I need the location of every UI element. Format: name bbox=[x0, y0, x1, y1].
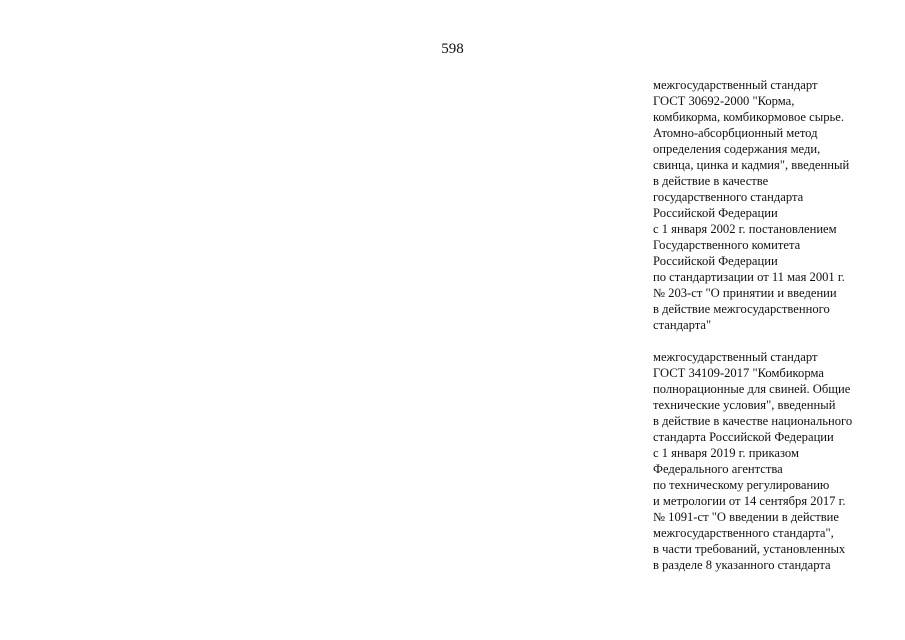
text-line: межгосударственный стандарт bbox=[653, 78, 818, 92]
page-number: 598 bbox=[441, 41, 464, 57]
text-line: межгосударственный стандарт bbox=[653, 350, 818, 364]
text-line: технические условия", введенный bbox=[653, 398, 836, 412]
text-line: № 1091-ст "О введении в действие bbox=[653, 510, 839, 524]
text-column bbox=[653, 77, 898, 573]
text-line: определения содержания меди, bbox=[653, 142, 821, 156]
text-line: Атомно-абсорбционный метод bbox=[653, 126, 818, 140]
text-line: в действие в качестве национального bbox=[653, 414, 853, 428]
text-line: стандарта" bbox=[653, 318, 712, 332]
text-line: межгосударственного стандарта", bbox=[653, 526, 834, 540]
text-line: полнорационные для свиней. Общие bbox=[653, 382, 851, 396]
text-line: по стандартизации от 11 мая 2001 г. bbox=[653, 270, 845, 284]
text-line: стандарта Российской Федерации bbox=[653, 430, 834, 444]
text-line: Федерального агентства bbox=[653, 462, 783, 476]
text-line: ГОСТ 34109-2017 "Комбикорма bbox=[653, 366, 824, 380]
text-line: в разделе 8 указанного стандарта bbox=[653, 558, 831, 572]
text-line: по техническому регулированию bbox=[653, 478, 830, 492]
text-line: Российской Федерации bbox=[653, 206, 778, 220]
text-line: комбикорма, комбикормовое сырье. bbox=[653, 110, 844, 124]
text-line: с 1 января 2002 г. постановлением bbox=[653, 222, 837, 236]
text-line: № 203-ст "О принятии и введении bbox=[653, 286, 837, 300]
text-line: государственного стандарта bbox=[653, 190, 804, 204]
text-line: и метрологии от 14 сентября 2017 г. bbox=[653, 494, 846, 508]
paragraph-gost-30692 bbox=[653, 77, 898, 333]
text-line: в действие в качестве bbox=[653, 174, 769, 188]
text-line: ГОСТ 30692-2000 "Корма, bbox=[653, 94, 795, 108]
text-line: в действие межгосударственного bbox=[653, 302, 830, 316]
text-line: в части требований, установленных bbox=[653, 542, 846, 556]
text-line: Российской Федерации bbox=[653, 254, 778, 268]
text-line: свинца, цинка и кадмия", введенный bbox=[653, 158, 850, 172]
paragraph-gost-34109 bbox=[653, 349, 898, 573]
text-line: Государственного комитета bbox=[653, 238, 801, 252]
text-line: с 1 января 2019 г. приказом bbox=[653, 446, 799, 460]
